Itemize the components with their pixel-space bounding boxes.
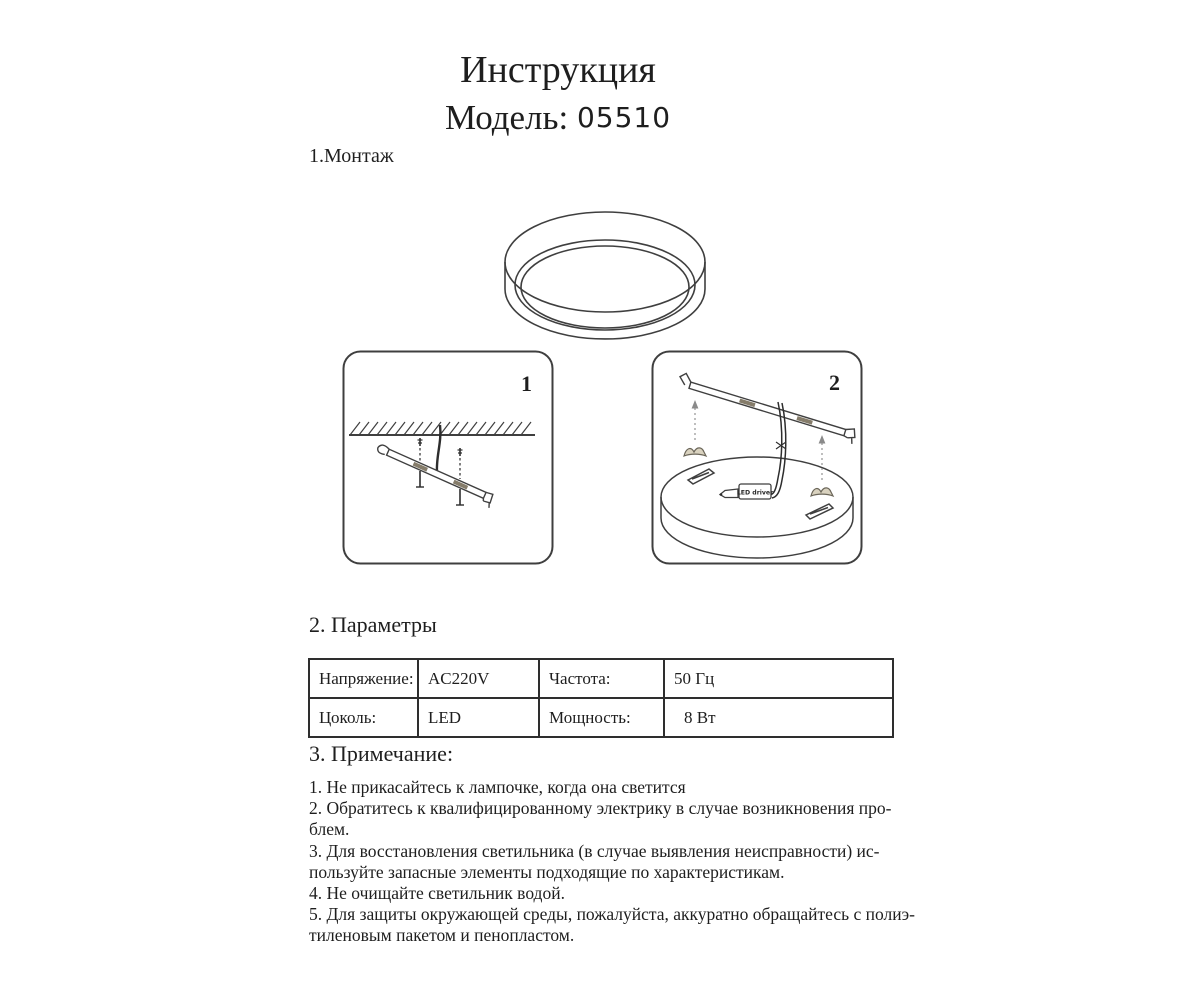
cell-voltage-label: Напряжение: <box>309 659 418 698</box>
title-block <box>0 50 1116 137</box>
figure-1-number: 1 <box>521 371 532 396</box>
mounting-step-1-diagram <box>342 350 554 565</box>
lamp-diffuser-outer <box>515 240 695 330</box>
cell-power-value: 8 Вт <box>664 698 893 737</box>
note-line: 2. Обратитесь к квалифицированному электрику в случае возникновения про- <box>309 798 892 819</box>
cell-socket-label: Цоколь: <box>309 698 418 737</box>
note-line: пользуйте запасные элементы подходящие по характеристикам. <box>309 861 785 882</box>
note-line: 5. Для защиты окружающей среды, пожалуйста, аккуратно обращайтесь с полиэ- <box>309 904 915 925</box>
note-line: 4. Не очищайте светильник водой. <box>309 883 565 904</box>
notes-list <box>309 777 915 947</box>
cell-voltage-value: AC220V <box>418 659 539 698</box>
mounting-step-2-diagram <box>651 350 863 565</box>
lamp-top-rim <box>505 212 705 312</box>
cell-power-label: Мощность: <box>539 698 664 737</box>
parameters-table <box>308 658 894 738</box>
note-line: 1. Не прикасайтесь к лампочке, когда она светится <box>309 777 686 797</box>
model-line <box>0 99 1116 138</box>
table-row <box>309 698 893 737</box>
montage-heading: 1.Монтаж <box>309 145 394 167</box>
cell-frequency-label: Частота: <box>539 659 664 698</box>
model-label: Модель: <box>444 97 569 137</box>
table-row <box>309 659 893 698</box>
lamp-diffuser-inner <box>521 246 689 328</box>
cell-socket-value: LED <box>418 698 539 737</box>
ceiling-lamp-drawing <box>495 198 715 348</box>
led-driver-label: LED driver <box>736 489 774 497</box>
figure-2-number: 2 <box>829 370 840 395</box>
note-line: 3. Для восстановления светильника (в случае выявления неисправности) ис- <box>309 840 880 861</box>
note-line: блем. <box>309 819 350 840</box>
notes-heading: 3. Примечание: <box>309 741 454 766</box>
model-number: 05510 <box>576 100 672 134</box>
cell-frequency-value: 50 Гц <box>664 659 893 698</box>
parameters-heading: 2. Параметры <box>309 612 437 637</box>
note-line: тиленовым пакетом и пенопластом. <box>309 925 575 946</box>
page-title: Инструкция <box>460 49 656 91</box>
